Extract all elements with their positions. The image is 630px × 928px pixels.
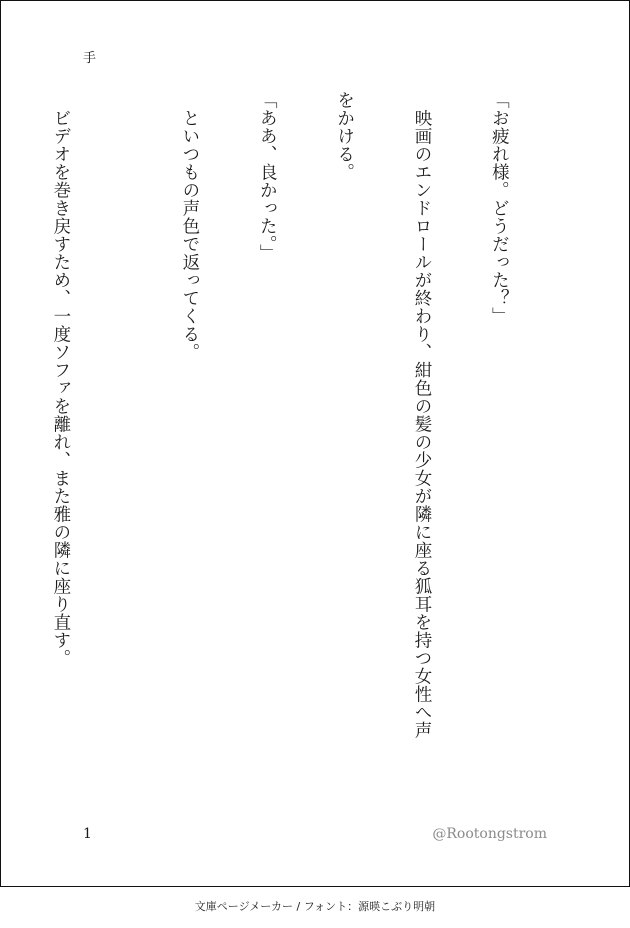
body-line: 「お疲れ様。どうだった？」 [489,91,510,325]
chapter-title: 手 [83,51,97,66]
body-line: ビデオを巻き戻すため、一度ソファを離れ、また雅の隣に座り直す。 [50,91,71,667]
footer-credit: 文庫ページメーカー / フォント：源暎こぶり明朝 [194,900,436,913]
body-line: 映画のエンドロールが終わり、紺色の髪の少女が隣に座る狐耳を持つ女性へ声 [412,91,433,739]
vertical-body-text [0,91,563,811]
body-line: といつもの声色で返ってくる。 [179,91,200,361]
page-number: 1 [83,826,92,842]
body-line: をかける。 [334,91,355,181]
author-handle: @Rootongstrom [432,826,547,842]
body-line: 「ああ、良かった。」 [257,91,278,263]
